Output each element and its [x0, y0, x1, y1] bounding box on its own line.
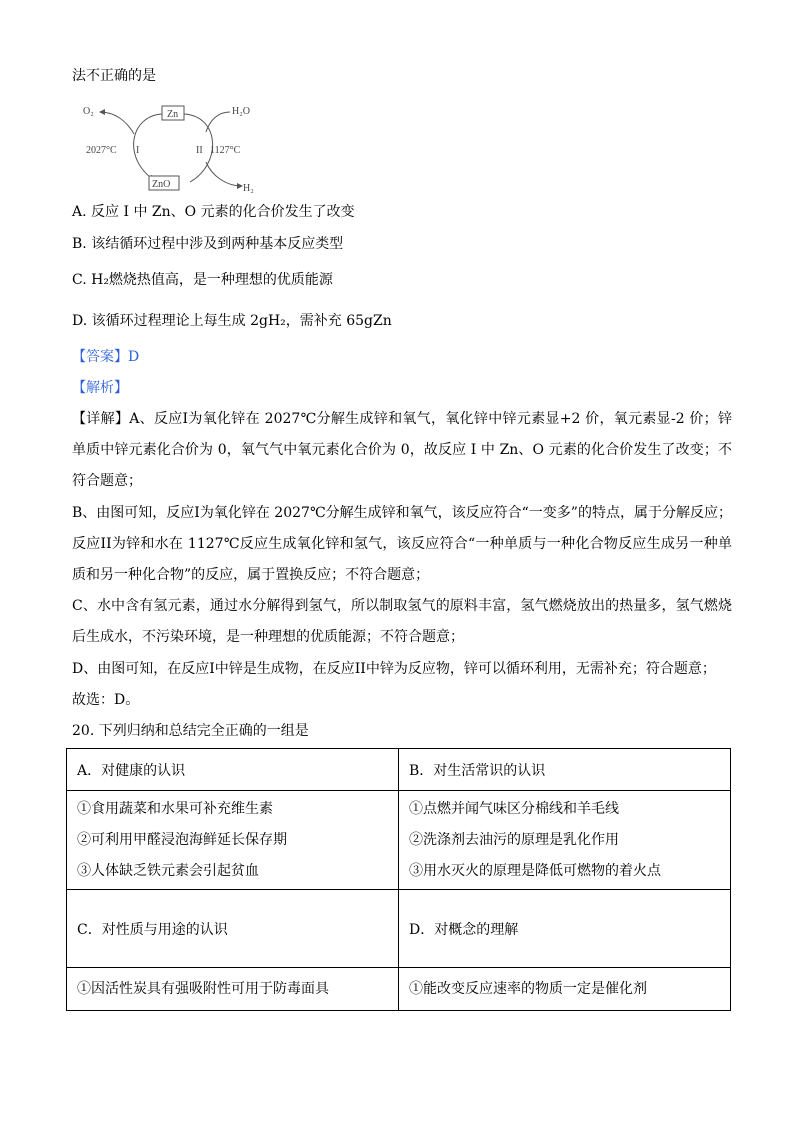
h2-label: H₂: [243, 183, 254, 194]
question-20-stem: 20. 下列归纳和总结完全正确的一组是: [72, 723, 309, 739]
zn-label: Zn: [167, 109, 179, 120]
question-stem-tail: 法不正确的是: [72, 68, 156, 84]
temp-1127-label: 1127°C: [210, 145, 241, 156]
cell-d-title: D．对概念的理解: [399, 890, 731, 968]
analysis-paragraph-d: D、由图可知，在反应I中锌是生成物，在反应II中锌为反应物，锌可以循环利用，无需补充；符合题意；: [72, 661, 716, 677]
cell-a-items: [67, 791, 399, 890]
d-item-1: ①能改变反应速率的物质一定是催化剂: [409, 980, 647, 997]
cell-b-title: B．对生活常识的认识: [399, 749, 731, 791]
analysis-conclusion: 故选：D。: [72, 692, 140, 708]
a-item-3: ③人体缺乏铁元素会引起贫血: [77, 862, 259, 879]
option-c: C. H₂燃烧热值高，是一种理想的优质能源: [72, 272, 333, 288]
analysis-paragraph-a: 【详解】A、反应I为氧化锌在 2027℃分解生成锌和氧气，氧化锌中锌元素显+2 价，氧元素显-2 价；锌单质中锌元素化合价为 0，氧气气中氧元素化合价为 0，故反应 I 中 Zn、O 元素的化合价发生了改变；不符合题意；: [72, 411, 732, 489]
option-a: A. 反应 I 中 Zn、O 元素的化合价发生了改变: [72, 204, 355, 220]
reaction-2-label: II: [196, 145, 203, 156]
cell-c-title: C．对性质与用途的认识: [67, 890, 399, 968]
analysis-label: 【解析】: [72, 380, 128, 396]
answer-label: 【答案】D: [72, 349, 140, 365]
cell-b-items: [399, 791, 731, 890]
h2o-arrow: [206, 112, 230, 132]
analysis-paragraph-b: B、由图可知，反应I为氧化锌在 2027℃分解生成锌和氧气，该反应符合“一变多”的特点，属于分解反应；反应II为锌和水在 1127℃反应生成氧化锌和氢气，该反应符合“一种单质与一种化合物反应生成另一种单质和另一种化合物”的反应，属于置换反应；不符合题意；: [72, 505, 732, 583]
b-item-1: ①点燃并闻气味区分棉线和羊毛线: [409, 800, 619, 817]
o2-arrow: [100, 112, 134, 134]
o2-label: O₂: [83, 106, 94, 117]
a-item-1: ①食用蔬菜和水果可补充维生素: [77, 800, 273, 817]
a-item-2: ②可利用甲醛浸泡海鲜延长保存期: [77, 831, 287, 848]
zno-label: ZnO: [152, 179, 171, 190]
cell-c-items: [67, 968, 399, 1011]
option-d: D. 该循环过程理论上每生成 2gH₂，需补充 65gZn: [72, 313, 392, 329]
temp-2027-label: 2027°C: [86, 145, 117, 156]
h2o-label: H₂O: [232, 106, 250, 117]
zinc-cycle-diagram: [80, 98, 270, 198]
reaction-1-label: I: [136, 145, 140, 156]
b-item-2: ②洗涤剂去油污的原理是乳化作用: [409, 831, 619, 848]
summary-table: [66, 748, 731, 1011]
analysis-paragraph-c: C、水中含有氢元素，通过水分解得到氢气，所以制取氢气的原料丰富，氢气燃烧放出的热量多，氢气燃烧后生成水，不污染环境，是一种理想的优质能源；不符合题意；: [72, 598, 732, 645]
c-item-1: ①因活性炭具有强吸附性可用于防毒面具: [77, 980, 329, 997]
b-item-3: ③用水灭火的原理是降低可燃物的着火点: [409, 862, 661, 879]
h2-arrow: [206, 162, 242, 186]
option-b: B. 该结循环过程中涉及到两种基本反应类型: [72, 236, 344, 252]
cell-d-items: [399, 968, 731, 1011]
cell-a-title: A．对健康的认识: [67, 749, 399, 791]
